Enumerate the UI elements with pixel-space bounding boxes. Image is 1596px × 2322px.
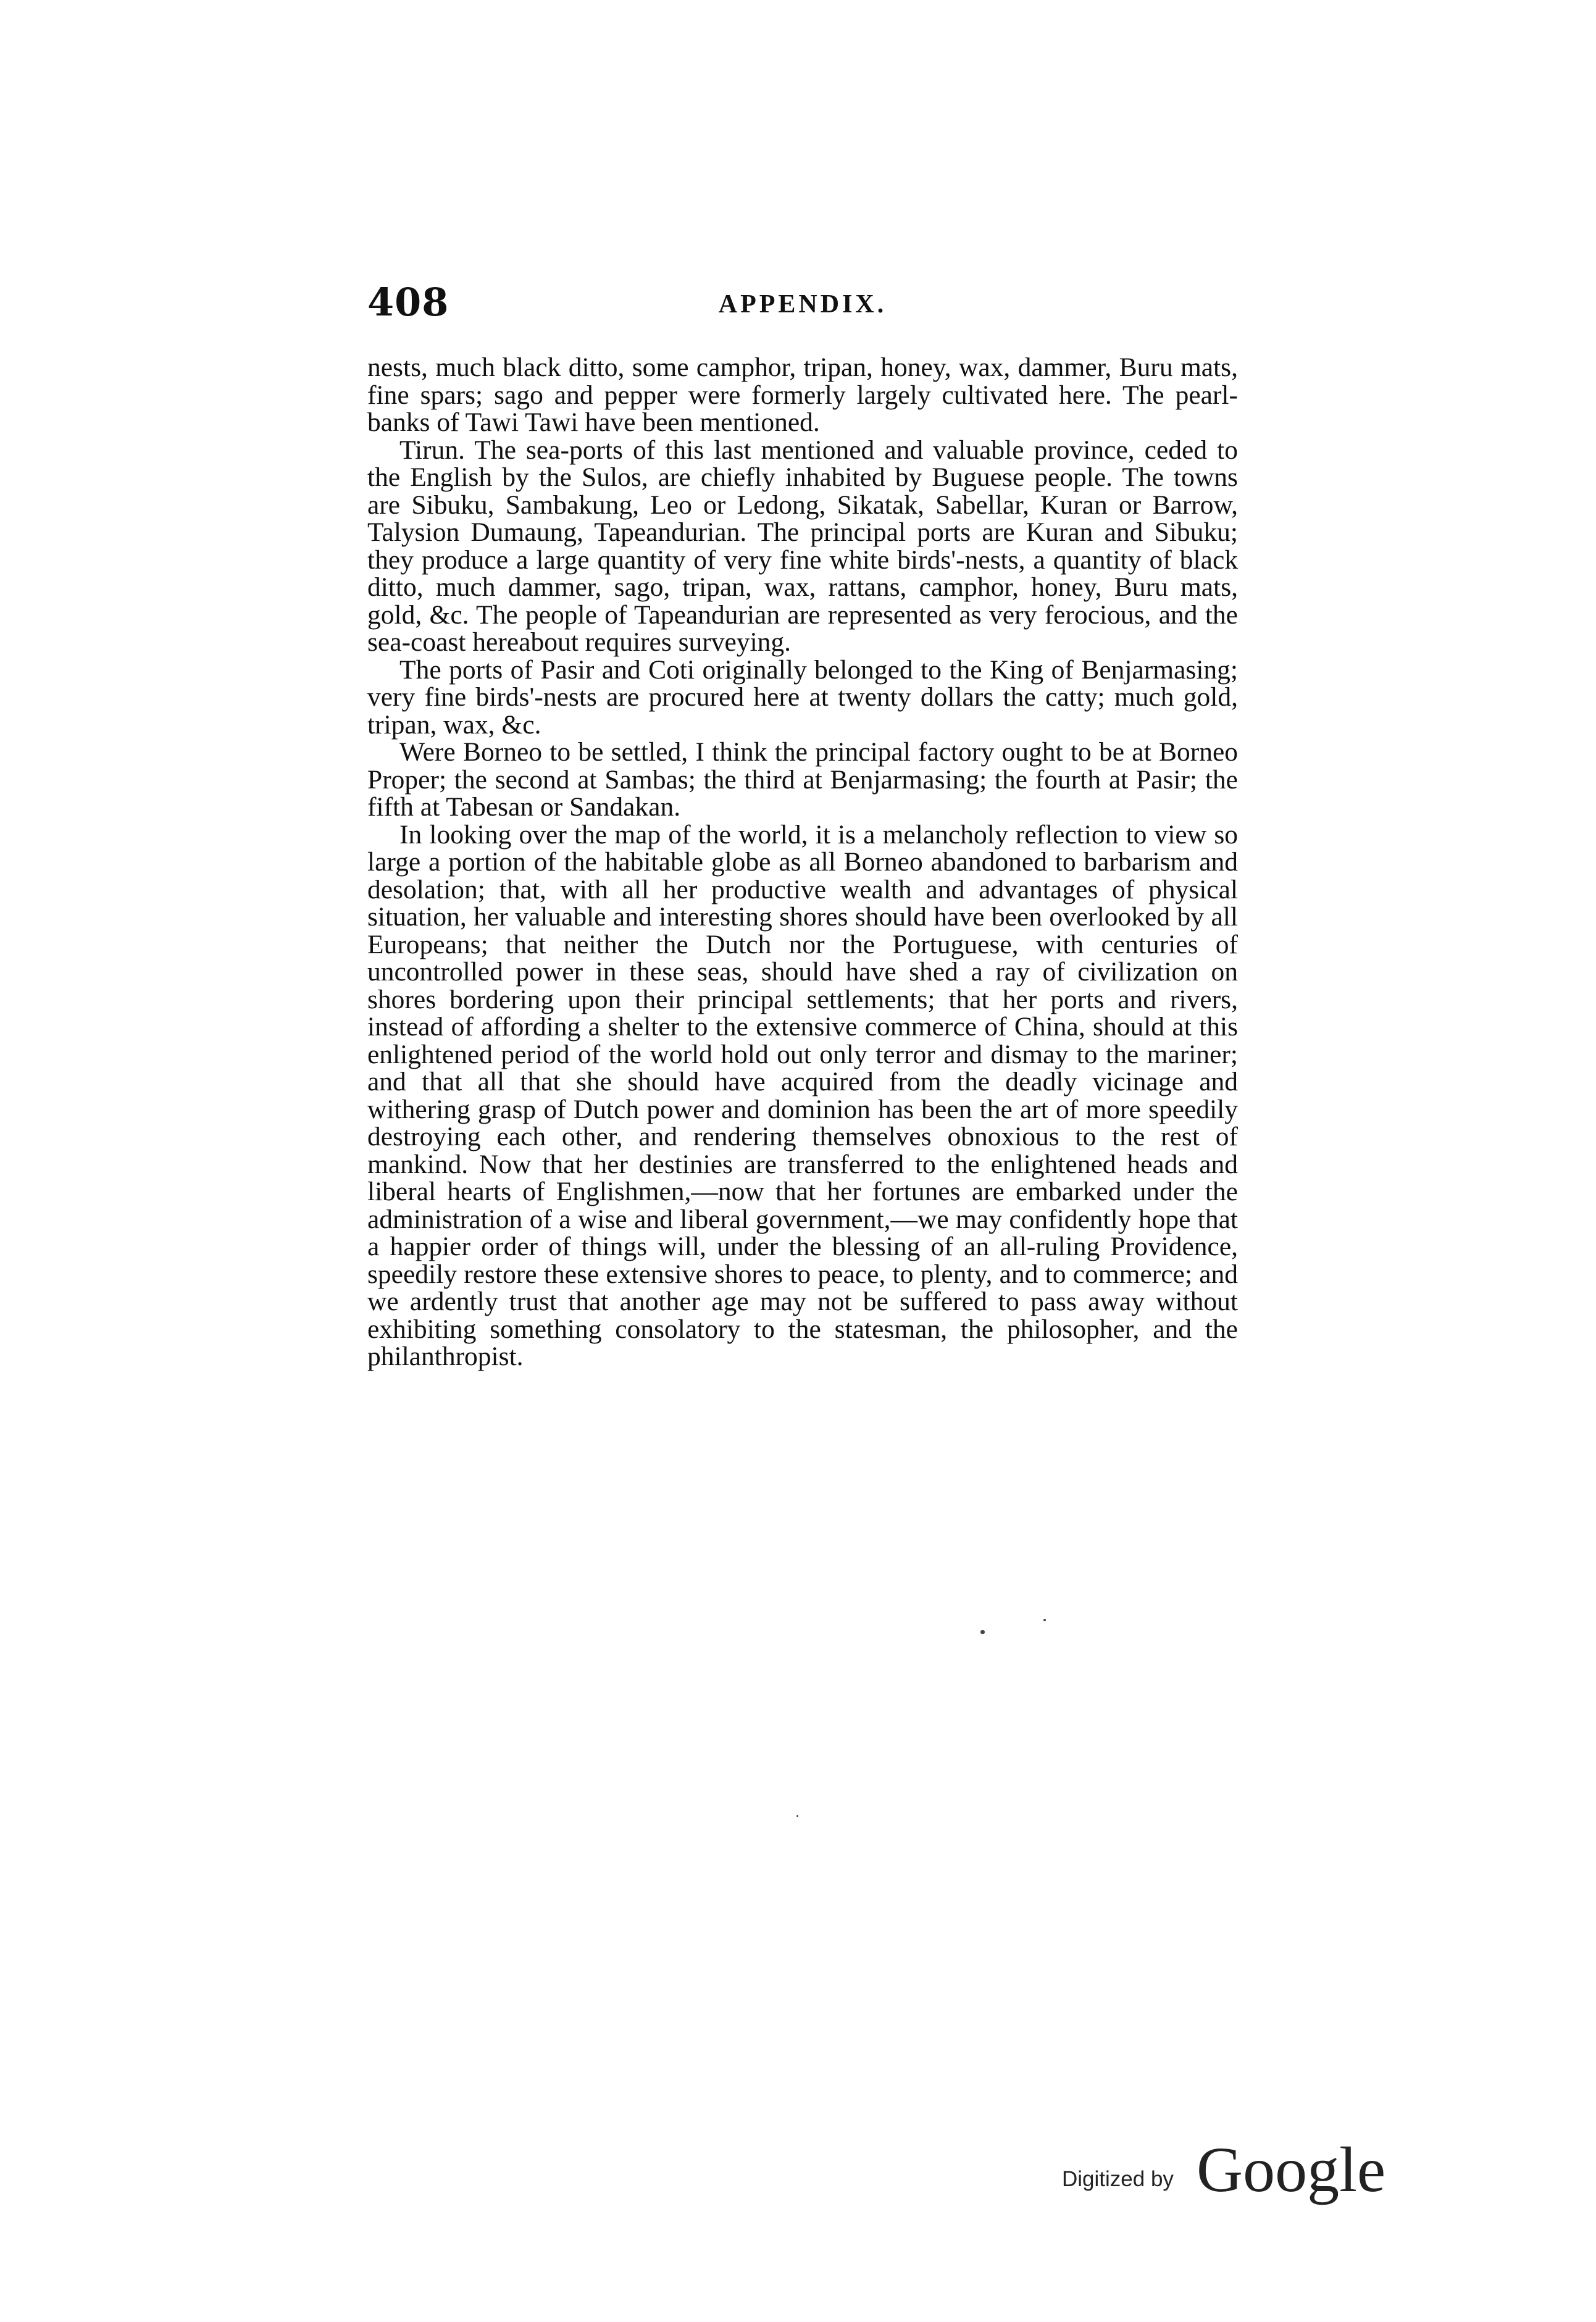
paragraph: The ports of Pasir and Coti originally belonged to the King of Benjarmasing; very fine birds'-nests are procured here at twenty dollars the catty; much gold, tripan, wax, &c. — [367, 654, 1238, 740]
scan-speck — [980, 1630, 985, 1634]
page-header — [367, 281, 1238, 330]
paragraph: In looking over the map of the world, it is a melancholy reflection to view so large a portion of the habitable globe as all Borneo abandoned to barbarism and desolation; that, with all her productive wealth and advantages of physical situation, her valuable and interesting shores should have been overlooked by all Europeans; that neither the Dutch nor the Portuguese, with centuries of uncontrolled power in these seas, should have shed a ray of civilization on shores bordering upon their principal settlements; that her ports and rivers, instead of affording a shelter to the extensive commerce of China, should at this enlightened period of the world hold out only terror and dismay to the mariner; and that all that she should have acquired from the deadly vicinage and withering grasp of Dutch power and dominion has been the art of more speedily destroying each other, and rendering themselves obnoxious to the rest of mankind. Now that her destinies are transferred to the enlightened heads and liberal hearts of Englishmen,—now that her fortunes are embarked under the administration of a wise and liberal government,—we may confidently hope that a happier order of things will, under the blessing of an all-ruling Providence, speedily restore these extensive shores to peace, to plenty, and to commerce; and we ardently trust that another age may not be suffered to pass away without exhibiting something consolatory to the statesman, the philosopher, and the philanthropist. — [367, 819, 1238, 1371]
page-number: 408 — [367, 280, 449, 325]
google-logo-text: Google — [1197, 2134, 1386, 2205]
digitized-by-google-watermark — [1062, 2134, 1386, 2210]
paragraph: Tirun. The sea-ports of this last mentioned and valuable province, ceded to the English by the Sulos, are chiefly inhabited by Buguese people. The towns are Sibuku, Sambakung, Leo or Ledong, Sikatak, Sabellar, Kuran or Barrow, Talysion Dumaung, Tapeandurian. The principal ports are Kuran and Sibuku; they produce a large quantity of very fine white birds'-nests, a quantity of black ditto, much dammer, sago, tripan, wax, rattans, camphor, honey, Buru mats, gold, &c. The people of Tapeandurian are represented as very ferocious, and the sea-coast hereabout requires surveying. — [367, 435, 1238, 657]
running-head: APPENDIX. — [718, 290, 887, 319]
paragraph: Were Borneo to be settled, I think the principal factory ought to be at Borneo Proper; the second at Sambas; the third at Benjarmasing; the fourth at Pasir; the fifth at Tabesan or Sandakan. — [367, 737, 1238, 822]
paragraph: nests, much black ditto, some camphor, tripan, honey, wax, dammer, Buru mats, fine spars; sago and pepper were formerly largely cultivated here. The pearl-banks of Tawi Tawi have been mentioned. — [367, 353, 1238, 437]
digitized-by-label: Digitized by — [1062, 2167, 1174, 2191]
page-text — [367, 354, 1238, 1371]
scan-speck — [796, 1815, 798, 1817]
scan-speck — [1043, 1619, 1046, 1621]
